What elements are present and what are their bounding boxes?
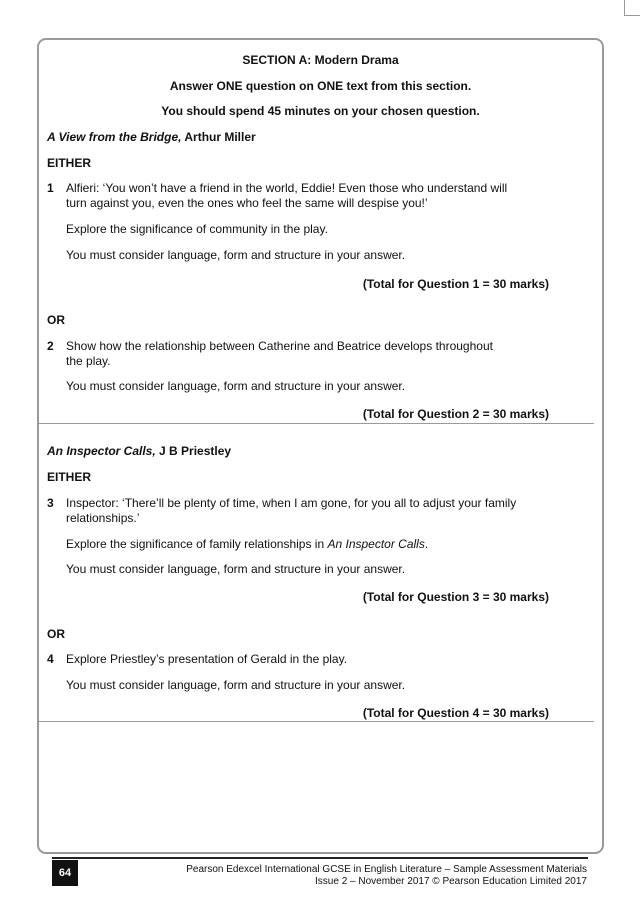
q3-number: 3 <box>47 496 54 510</box>
text2-or: OR <box>47 627 65 641</box>
q3-task-italic: An Inspector Calls <box>327 537 425 551</box>
q1-consider: You must consider language, form and structure in your answer. <box>66 248 406 262</box>
text1-either: EITHER <box>47 156 92 170</box>
q3-line1: Inspector: ‘There’ll be plenty of time, when I am gone, for you all to adjust your family <box>66 496 517 510</box>
text1-title <box>47 130 256 145</box>
footer-line-1: Pearson Edexcel International GCSE in English Literature – Sample Assessment Materials <box>186 864 587 875</box>
q3-task-suffix: . <box>424 537 429 551</box>
q2-line2: the play. <box>66 354 111 368</box>
q3-task <box>66 537 428 552</box>
text2-title-italic: An Inspector Calls, <box>47 444 156 458</box>
section-instruction-2: You should spend 45 minutes on your chosen question. <box>161 104 480 118</box>
q4-number: 4 <box>47 652 54 666</box>
q3-line2: relationships.’ <box>66 511 140 525</box>
text2-author: J B Priestley <box>155 444 232 458</box>
q1-total: (Total for Question 1 = 30 marks) <box>362 277 549 291</box>
footer-rule <box>52 857 588 859</box>
q4-consider: You must consider language, form and structure in your answer. <box>66 678 406 692</box>
q1-line1: Alfieri: ‘You won’t have a friend in the world, Eddie! Even those who understand will <box>66 181 508 195</box>
q1-task: Explore the significance of community in the play. <box>66 222 328 236</box>
q2-consider: You must consider language, form and structure in your answer. <box>66 379 406 393</box>
page-number: 64 <box>52 860 78 886</box>
section-heading: SECTION A: Modern Drama <box>242 53 399 67</box>
divider-1 <box>39 423 594 424</box>
q3-consider: You must consider language, form and structure in your answer. <box>66 562 406 576</box>
text2-title <box>47 444 231 459</box>
section-instruction-1: Answer ONE question on ONE text from this section. <box>169 79 472 93</box>
footer-line-2: Issue 2 – November 2017 © Pearson Education Limited 2017 <box>315 876 587 887</box>
q1-line2: turn against you, even the ones who feel the same will despise you!’ <box>66 196 428 210</box>
q3-total: (Total for Question 3 = 30 marks) <box>362 590 549 604</box>
text1-title-italic: A View from the Bridge, <box>47 130 182 144</box>
text1-author: Arthur Miller <box>181 130 256 144</box>
text1-or: OR <box>47 313 65 327</box>
q2-line1: Show how the relationship between Catherine and Beatrice develops throughout <box>66 339 493 353</box>
divider-2 <box>39 721 594 722</box>
q2-total: (Total for Question 2 = 30 marks) <box>362 407 549 421</box>
page-corner-mark <box>624 0 640 16</box>
q1-number: 1 <box>47 181 54 195</box>
text2-either: EITHER <box>47 470 92 484</box>
q4-total: (Total for Question 4 = 30 marks) <box>362 706 549 720</box>
q4-line1: Explore Priestley’s presentation of Gerald in the play. <box>66 652 348 666</box>
q3-task-prefix: Explore the significance of family relationships in <box>66 537 328 551</box>
q2-number: 2 <box>47 339 54 353</box>
